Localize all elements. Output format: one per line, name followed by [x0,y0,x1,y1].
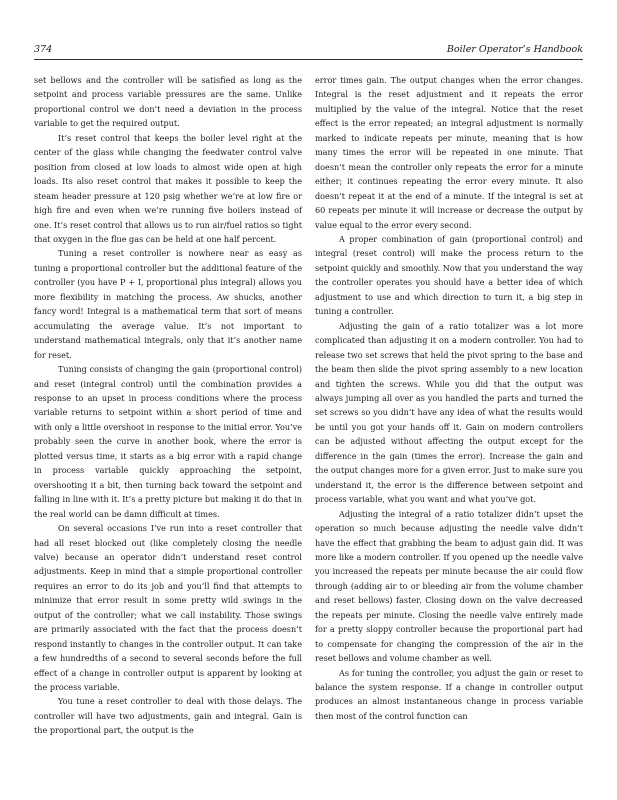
paragraph: Tuning consists of changing the gain (proportional control) and reset (integral control) until the combination provides a response to an upset in process conditions where the process variable returns to setpoint within a short period of time and with only a little overshoot in response to the initial error. You’ve probably seen the curve in another book, where the error is plotted versus time, it starts as a big error with a rapid change in process variable quickly approaching the setpoint, overshooting it a bit, then turning back toward the setpoint and falling in line with it. It’s a pretty picture but making it do that in the real world can be damn difficult at times. [34,364,302,519]
header-rule [34,59,583,60]
right-column [315,73,583,723]
paragraph: error times gain. The output changes when the error changes. Integral is the reset adjustment and it repeats the error multiplied by the value of the integral. Notice that the reset effect is the error repeated; an integral adjustment is normally marked to indicate repeats per minute, meaning that is how many times the error will be repeated in one minute. That doesn’t mean the controller only repeats the error for a minute either; it continues repeating the error every minute. It also doesn’t repeat it at the end of a minute. If the integral is set at 60 repeats per minute it will increase or decrease the output by value equal to the error every second. [315,75,583,230]
paragraph: Adjusting the gain of a ratio totalizer was a lot more complicated than adjusting it on a modern controller. You had to release two set screws that held the pivot spring to the base and the beam then slide the pivot spring assembly to a new location and tighten the screws. While you did that the output was always jumping all over as you handled the parts and turned the set screws so you didn’t have any idea of what the results would be until you got your hands off it. Gain on modern controllers can be adjusted without affecting the output except for the difference in the gain (times the error). Increase the gain and the output changes more for a given error. Just to make sure you understand it, the error is the difference between setpoint and process variable, what you want and what you’ve got. [315,320,583,505]
paragraph: set bellows and the controller will be satisfied as long as the setpoint and process variable pressures are the same. Unlike proportional control we don’t need a deviation in the process variable to get the required output. [34,75,302,129]
paragraph: Adjusting the integral of a ratio totalizer didn’t upset the operation so much because adjusting the needle valve didn’t have the effect that grabbing the beam to adjust gain did. It was more like a modern controller. If you opened up the needle valve you increased the repeats per minute because the air could flow through (adding air to or bleeding air from the volume chamber and reset bellows) faster. Closing down on the valve decreased the repeats per minute. Closing the needle valve entirely made for a pretty sloppy controller because the proportional part had to compensate for changing the compression of the air in the reset bellows and volume chamber as well. [315,508,583,664]
paragraph: It’s reset control that keeps the boiler level right at the center of the glass while changing the feedwater control valve position from closed at low loads to almost wide open at high loads. Its also reset control that makes it possible to keep the steam header pressure at 120 psig whether we’re at low fire or high fire and even when we’re running five boilers instead of one. It’s reset control that allows us to run air/fuel ratios so tight that oxygen in the flue gas can be held at one half percent. [34,132,302,244]
paragraph: Tuning a reset controller is nowhere near as easy as tuning a proportional controller but the additional feature of the controller (you have P + I, proportional plus integral) allows you more flexibility in matching the process. Aw shucks, another fancy word! Integral is a mathematical term that sort of means accumulating the average value. It’s not important to understand mathematical integrals, only that it’s another name for reset. [34,248,302,360]
page-number: 374 [34,44,53,55]
paragraph: You tune a reset controller to deal with those delays. The controller will have two adjustments, gain and integral. Gain is the proportional part, the output is the [34,696,302,736]
running-head: Boiler Operator’s Handbook [446,44,583,55]
page-header [34,44,583,60]
paragraph: On several occasions I’ve run into a reset controller that had all reset blocked out (like completely closing the needle valve) because an operator didn’t understand reset control adjustments. Keep in mind that a simple proportional controller requires an error to do its job and you’ll find that attempts to minimize that error result in some pretty wild swings in the output of the controller; what we call instability. Those swings are primarily associated with the fact that the process doesn’t respond instantly to changes in the controller output. It can take a few hundredths of a second to several seconds before the full effect of a change in controller output is apparent by looking at the process variable. [34,523,302,693]
paragraph: As for tuning the controller, you adjust the gain or reset to balance the system response. If a change in controller output produces an almost instantaneous change in process variable then most of the control function can [315,667,583,721]
left-column [34,73,302,738]
paragraph: A proper combination of gain (proportional control) and integral (reset control) will make the process return to the setpoint quickly and smoothly. Now that you understand the way the controller operates you should have a better idea of which adjustment to use and which direction to turn it, a big step in tuning a controller. [315,233,583,317]
